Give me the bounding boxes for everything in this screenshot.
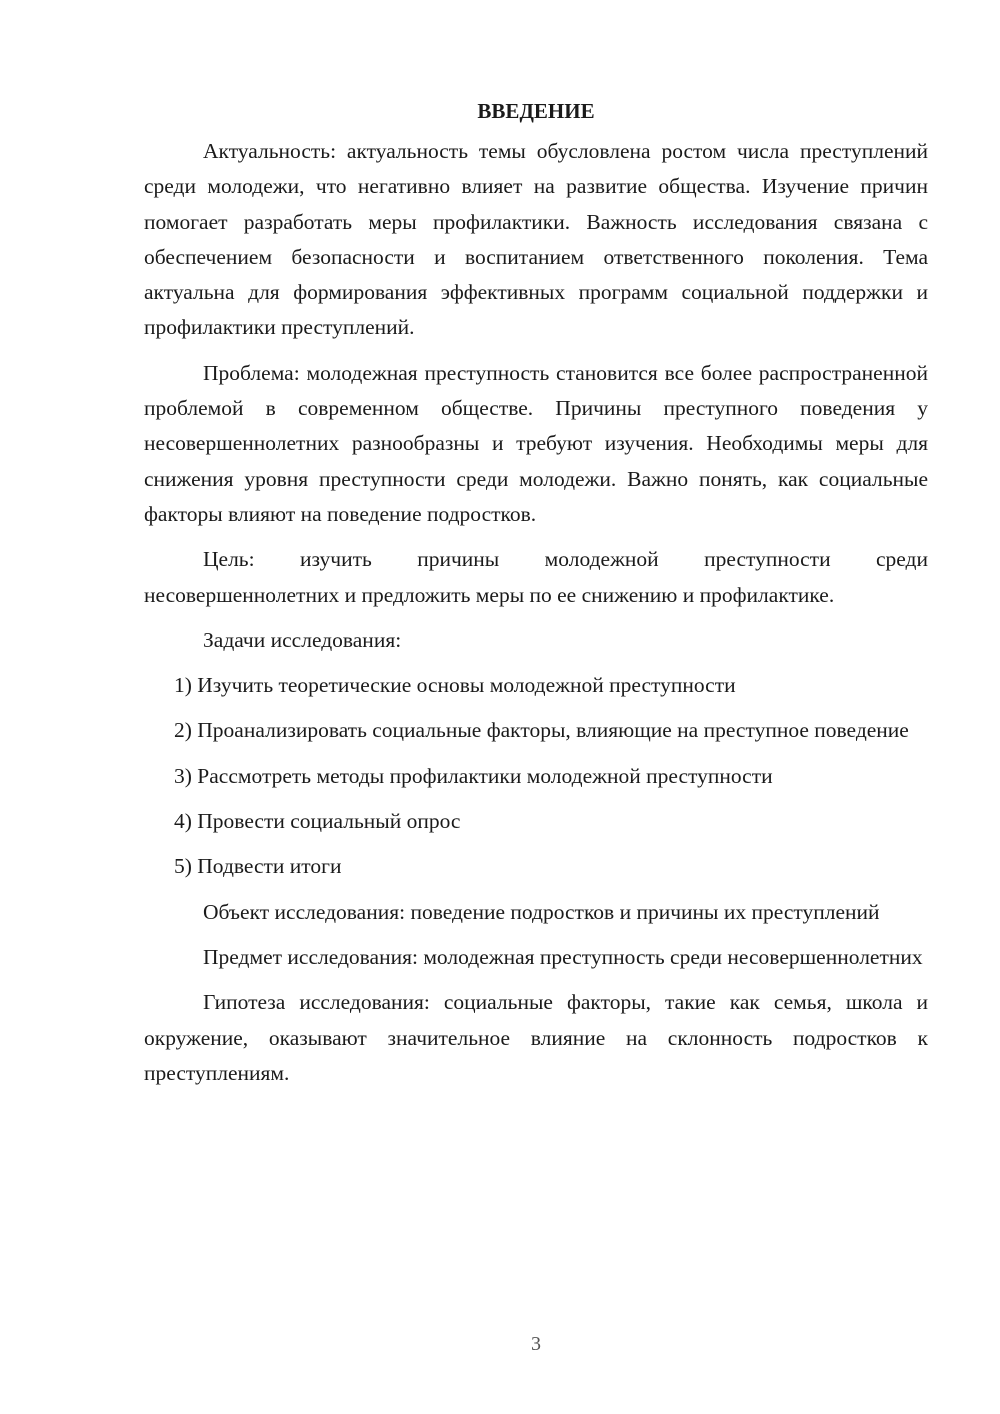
section-title: ВВЕДЕНИЕ: [477, 99, 595, 123]
subject-paragraph: Предмет исследования: молодежная преступность среди несовершеннолетних: [203, 944, 923, 969]
page-number: 3: [531, 1333, 541, 1355]
document-page: [144, 96, 928, 1101]
problem-paragraph: Проблема: молодежная преступность становится все более распространенной проблемой в современном обществе. Причины преступного поведения у несовершеннолетних разнообразны и требуют изучения. Необходимы меры для снижения уровня преступности среди молодежи. Важно понять, как социальные факторы влияют на поведение подростков.: [144, 360, 928, 526]
task-item: 4) Провести социальный опрос: [174, 809, 461, 834]
object-paragraph: Объект исследования: поведение подростков и причины их преступлений: [203, 899, 880, 924]
task-item: 2) Проанализировать социальные факторы, влияющие на преступное поведение: [174, 718, 909, 743]
relevance-paragraph: Актуальность: актуальность темы обусловлена ростом числа преступлений среди молодежи, что негативно влияет на развитие общества. Изучение причин помогает разработать меры профилактики. Важность исследования связана с обеспечением безопасности и воспитанием ответственного поколения. Тема актуальна для формирования эффективных программ социальной поддержки и профилактики преступлений.: [144, 139, 928, 340]
goal-paragraph: Цель: изучить причины молодежной преступности среди несовершеннолетних и предложить меры по ее снижению и профилактике.: [144, 547, 928, 607]
hypothesis-paragraph: Гипотеза исследования: социальные факторы, такие как семья, школа и окружение, оказывают значительное влияние на склонность подростков к преступлениям.: [144, 990, 928, 1085]
task-item: 3) Рассмотреть методы профилактики молодежной преступности: [174, 763, 773, 788]
tasks-heading: Задачи исследования:: [203, 627, 402, 652]
task-item: 5) Подвести итоги: [174, 854, 342, 879]
task-item: 1) Изучить теоретические основы молодежной преступности: [174, 673, 736, 698]
